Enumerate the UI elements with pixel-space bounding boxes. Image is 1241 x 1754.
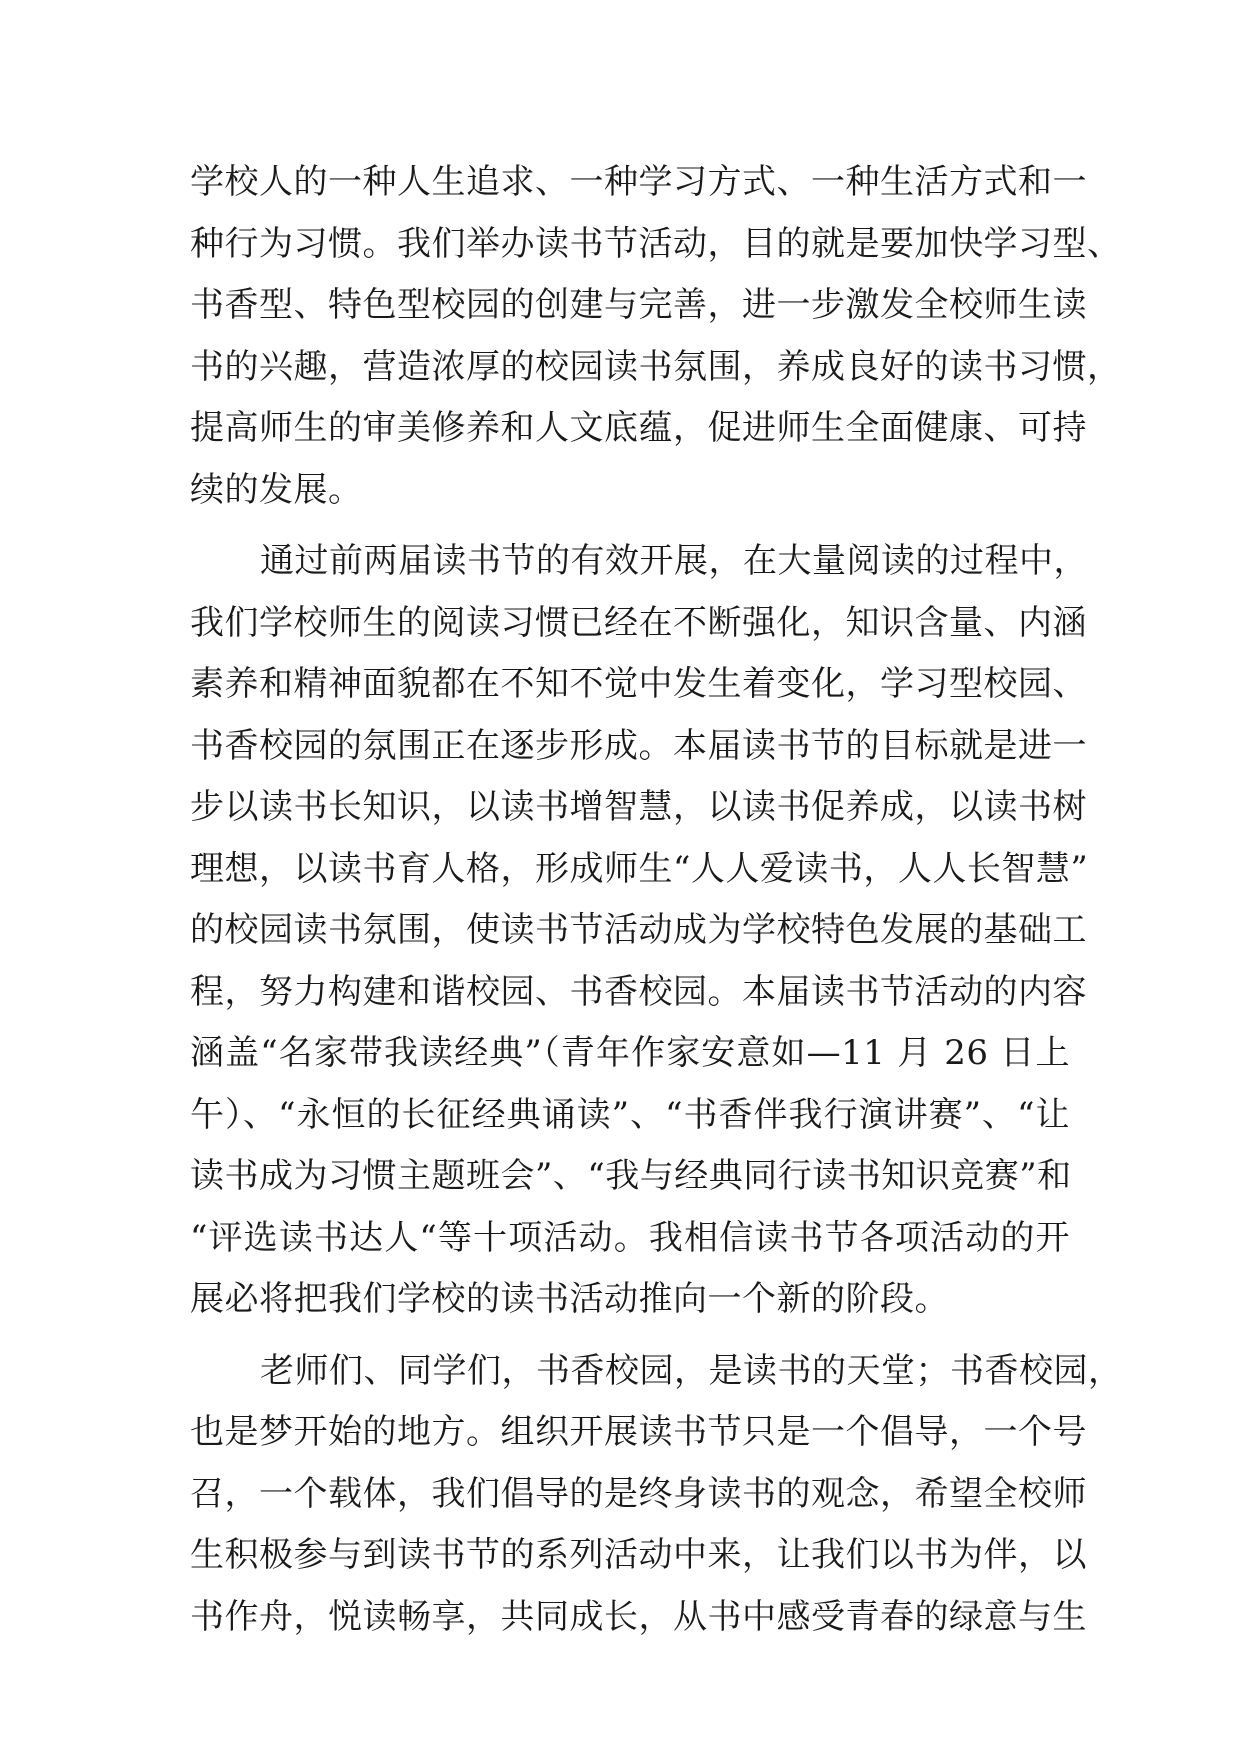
body-text [190, 152, 1123, 1648]
paragraph [190, 531, 1089, 1331]
text-line: 涵盖“名家带我读经典”（青年作家安意如—11 月 26 日上 [190, 1033, 1070, 1073]
text-line: 种行为习惯。我们举办读书节活动，目的就是要加快学习型、 [190, 223, 1122, 264]
text-line: 的校园读书氛围，使读书节活动成为学校特色发展的基础工 [190, 910, 1087, 950]
text-line: 读书成为习惯主题班会”、“我与经典同行读书知识竞赛”和 [190, 1156, 1072, 1196]
text-line: 续的发展。 [190, 469, 363, 510]
text-line: 步以读书长知识，以读书增智慧，以读书促养成，以读书树 [190, 787, 1087, 827]
text-line: 通过前两届读书节的有效开展，在大量阅读的过程中， [260, 541, 1088, 581]
text-line: 我们学校师生的阅读习惯已经在不断强化，知识含量、内涵 [190, 602, 1087, 643]
text-line: 书香校园的氛围正在逐步形成。本届读书节的目标就是进一 [190, 725, 1087, 766]
text-line: 书作舟，悦读畅享，共同成长，从书中感受青春的绿意与生 [190, 1596, 1087, 1637]
text-line: 也是梦开始的地方。组织开展读书节只是一个倡导，一个号 [190, 1412, 1087, 1452]
text-line: 程，努力构建和谐校园、书香校园。本届读书节活动的内容 [190, 971, 1087, 1012]
text-line: 素养和精神面貌都在不知不觉中发生着变化，学习型校园、 [190, 664, 1087, 704]
text-line: 学校人的一种人生追求、一种学习方式、一种生活方式和一 [190, 162, 1087, 202]
text-line: 午）、“永恒的长征经典诵读”、“书香伴我行演讲赛”、“让 [190, 1094, 1070, 1135]
text-line: 生积极参与到读书节的系列活动中来，让我们以书为伴，以 [190, 1535, 1087, 1575]
text-line: 老师们、同学们，书香校园，是读书的天堂；书香校园， [260, 1350, 1123, 1391]
text-line: 书香型、特色型校园的创建与完善，进一步激发全校师生读 [190, 285, 1087, 325]
text-line: 理想，以读书育人格，形成师生“人人爱读书，人人长智慧” [190, 848, 1089, 889]
text-line: 展必将把我们学校的读书活动推向一个新的阶段。 [190, 1279, 949, 1319]
paragraph [190, 152, 1122, 521]
text-line: 召，一个载体，我们倡导的是终身读书的观念，希望全校师 [190, 1473, 1087, 1514]
text-line: “评选读书达人“等十项活动。我相信读书节各项活动的开 [190, 1217, 1070, 1258]
text-line: 书的兴趣，营造浓厚的校园读书氛围，养成良好的读书习惯， [190, 346, 1122, 387]
paragraph [190, 1341, 1123, 1649]
text-line: 提高师生的审美修养和人文底蕴，促进师生全面健康、可持 [190, 408, 1087, 448]
